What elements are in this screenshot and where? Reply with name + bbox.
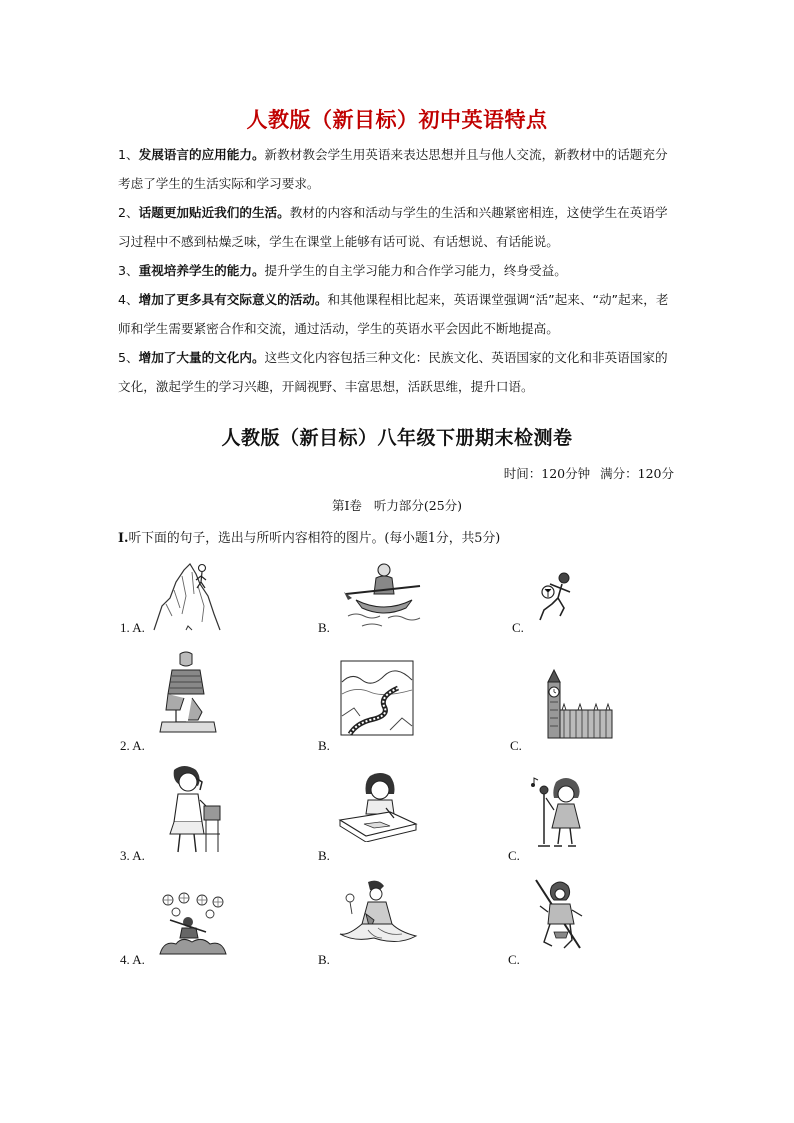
time-score-line (494, 464, 674, 482)
feature-item-5 (118, 343, 678, 401)
mountain-climber-icon (152, 556, 222, 632)
question-2-option-b[interactable]: B. (318, 738, 330, 753)
soccer-boy-icon (536, 570, 576, 626)
question-4-option-c[interactable]: C. (508, 952, 520, 967)
question-2-option-c[interactable]: C. (510, 738, 522, 753)
part-name: 听力部分(25分) (373, 498, 463, 513)
feature-body: 教材的内容和活动与学生的生活和兴趣紧密相连，这使学生在英语学习过程中不感到枯燥乏味，学生在课堂上能够有话可说、有话想说、有话能说。 (118, 205, 668, 249)
feature-number: 2、 (118, 205, 139, 220)
feature-body: 这些文化内容包括三种文化：民族文化、英语国家的文化和非英语国家的文化，激起学生的学习兴趣，开阔视野、丰富思想，活跃思维，提升口语。 (118, 350, 668, 394)
feature-number: 5、 (118, 350, 139, 365)
question-2-option-a[interactable]: 2. A. (120, 738, 145, 753)
great-wall-icon (340, 660, 414, 736)
chinese-fairy-icon (338, 880, 418, 950)
section-number: Ⅰ. (118, 531, 129, 546)
rowing-boat-icon (342, 560, 424, 632)
question-3-option-a[interactable]: 3. A. (120, 848, 145, 863)
feature-number: 4、 (118, 292, 139, 307)
question-1-option-c[interactable]: C. (512, 620, 524, 635)
exam-time: 时间：120分钟 (503, 466, 591, 481)
monkey-king-clouds-icon (158, 892, 228, 956)
feature-body: 提升学生的自主学习能力和合作学习能力，终身受益。 (264, 263, 567, 278)
part-heading (0, 496, 794, 514)
question-4-option-b[interactable]: B. (318, 952, 330, 967)
feature-item-1 (118, 140, 678, 198)
question-1-option-a[interactable]: 1. A. (120, 620, 145, 635)
feature-item-3 (118, 256, 678, 285)
exam-title: 人教版（新目标）八年级下册期末检测卷 (221, 427, 573, 449)
intro-title: 人教版（新目标）初中英语特点 (246, 108, 548, 132)
question-4-option-a[interactable]: 4. A. (120, 952, 145, 967)
feature-item-2 (118, 198, 678, 256)
feature-heading: 发展语言的应用能力。 (138, 147, 265, 162)
feature-number: 3、 (118, 263, 139, 278)
girl-singing-icon (530, 776, 586, 852)
feature-body: 新教材教会学生用英语来表达思想并且与他人交流，新教材中的话题充分考虑了学生的生活实际和学习要求。 (118, 147, 668, 191)
woman-phone-icon (160, 764, 226, 856)
feature-number: 1、 (118, 147, 139, 162)
feature-heading: 话题更加贴近我们的生活。 (138, 205, 290, 220)
section-instruction (118, 527, 500, 546)
question-3-option-b[interactable]: B. (318, 848, 330, 863)
question-3-option-c[interactable]: C. (508, 848, 520, 863)
feature-heading: 增加了大量的文化内。 (138, 350, 265, 365)
terracotta-warrior-icon (158, 650, 218, 736)
section-text: 听下面的句子，选出与所听内容相符的图片。(每小题1分，共5分) (128, 531, 501, 546)
monkey-king-staff-icon (532, 876, 588, 956)
feature-body: 和其他课程相比起来，英语课堂强调“活”起来、“动”起来，老师和学生需要紧密合作和交流，通过活动，学生的英语水平会因此不断地提高。 (118, 292, 669, 336)
feature-item-4 (118, 285, 678, 343)
feature-heading: 重视培养学生的能力。 (138, 263, 265, 278)
big-ben-icon (534, 668, 614, 740)
question-1-option-b[interactable]: B. (318, 620, 330, 635)
girl-writing-icon (336, 772, 418, 842)
exam-score: 满分：120分 (600, 466, 674, 481)
part-number: 第Ⅰ卷 (331, 498, 362, 513)
feature-heading: 增加了更多具有交际意义的活动。 (138, 292, 328, 307)
